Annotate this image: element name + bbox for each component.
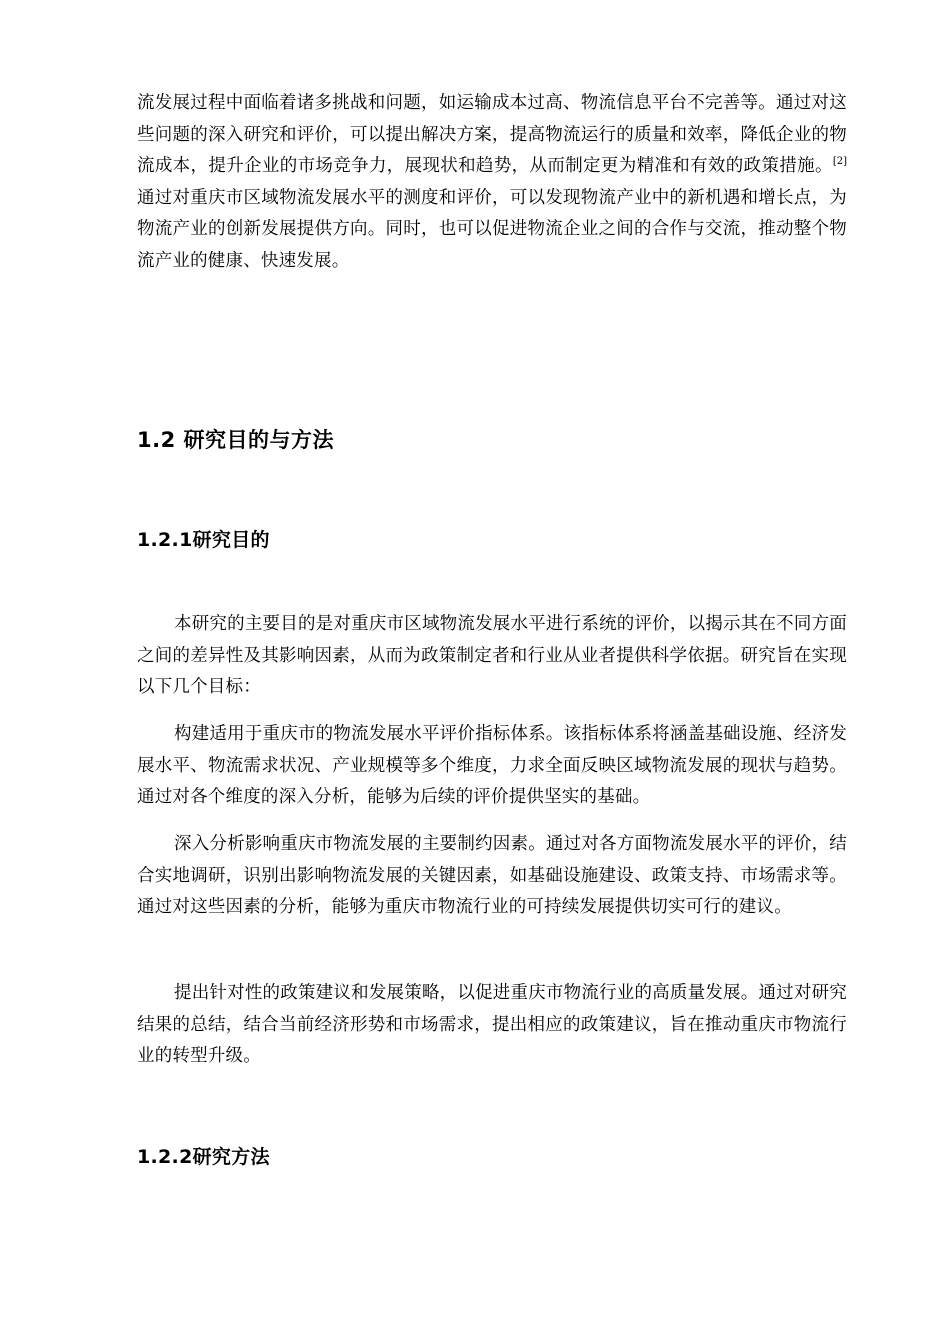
- intro-text-before-citation: 流发展过程中面临着诸多挑战和问题，如运输成本过高、物流信息平台不完善等。通过对这些问题的深入研究和评价，可以提出解决方案，提高物流运行的质量和效率，降低企业的物流成本，提升企业的市场竞争力，展现状和趋势，从而制定更为精准和有效的政策措施。: [137, 93, 847, 176]
- purpose-paragraph-4: 提出针对性的政策建议和发展策略，以促进重庆市物流行业的高质量发展。通过对研究结果的总结，结合当前经济形势和市场需求，提出相应的政策建议，旨在推动重庆市物流行业的转型升级。: [137, 983, 847, 1066]
- intro-paragraph: [137, 88, 847, 277]
- section-heading-1-2-1: 1.2.1研究目的: [137, 529, 270, 551]
- purpose-paragraph-3: 深入分析影响重庆市物流发展的主要制约因素。通过对各方面物流发展水平的评价，结合实地调研，识别出影响物流发展的关键因素，如基础设施建设、政策支持、市场需求等。通过对这些因素的分析，能够为重庆市物流行业的可持续发展提供切实可行的建议。: [137, 834, 847, 917]
- section-heading-1-2-2: 1.2.2研究方法: [137, 1146, 270, 1168]
- purpose-paragraph-2: 构建适用于重庆市的物流发展水平评价指标体系。该指标体系将涵盖基础设施、经济发展水平、物流需求状况、产业规模等多个维度，力求全面反映区域物流发展的现状与趋势。通过对各个维度的深入分析，能够为后续的评价提供坚实的基础。: [137, 724, 847, 807]
- purpose-paragraph-1: 本研究的主要目的是对重庆市区域物流发展水平进行系统的评价，以揭示其在不同方面之间的差异性及其影响因素，从而为政策制定者和行业从业者提供科学依据。研究旨在实现以下几个目标：: [137, 614, 847, 697]
- citation-reference: [2]: [832, 156, 847, 168]
- section-heading-1-2: 1.2 研究目的与方法: [137, 428, 335, 452]
- intro-text-after-citation: 通过对重庆市区域物流发展水平的测度和评价，可以发现物流产业中的新机遇和增长点，为物流产业的创新发展提供方向。同时，也可以促进物流企业之间的合作与交流，推动整个物流产业的健康、快速发展。: [137, 187, 847, 271]
